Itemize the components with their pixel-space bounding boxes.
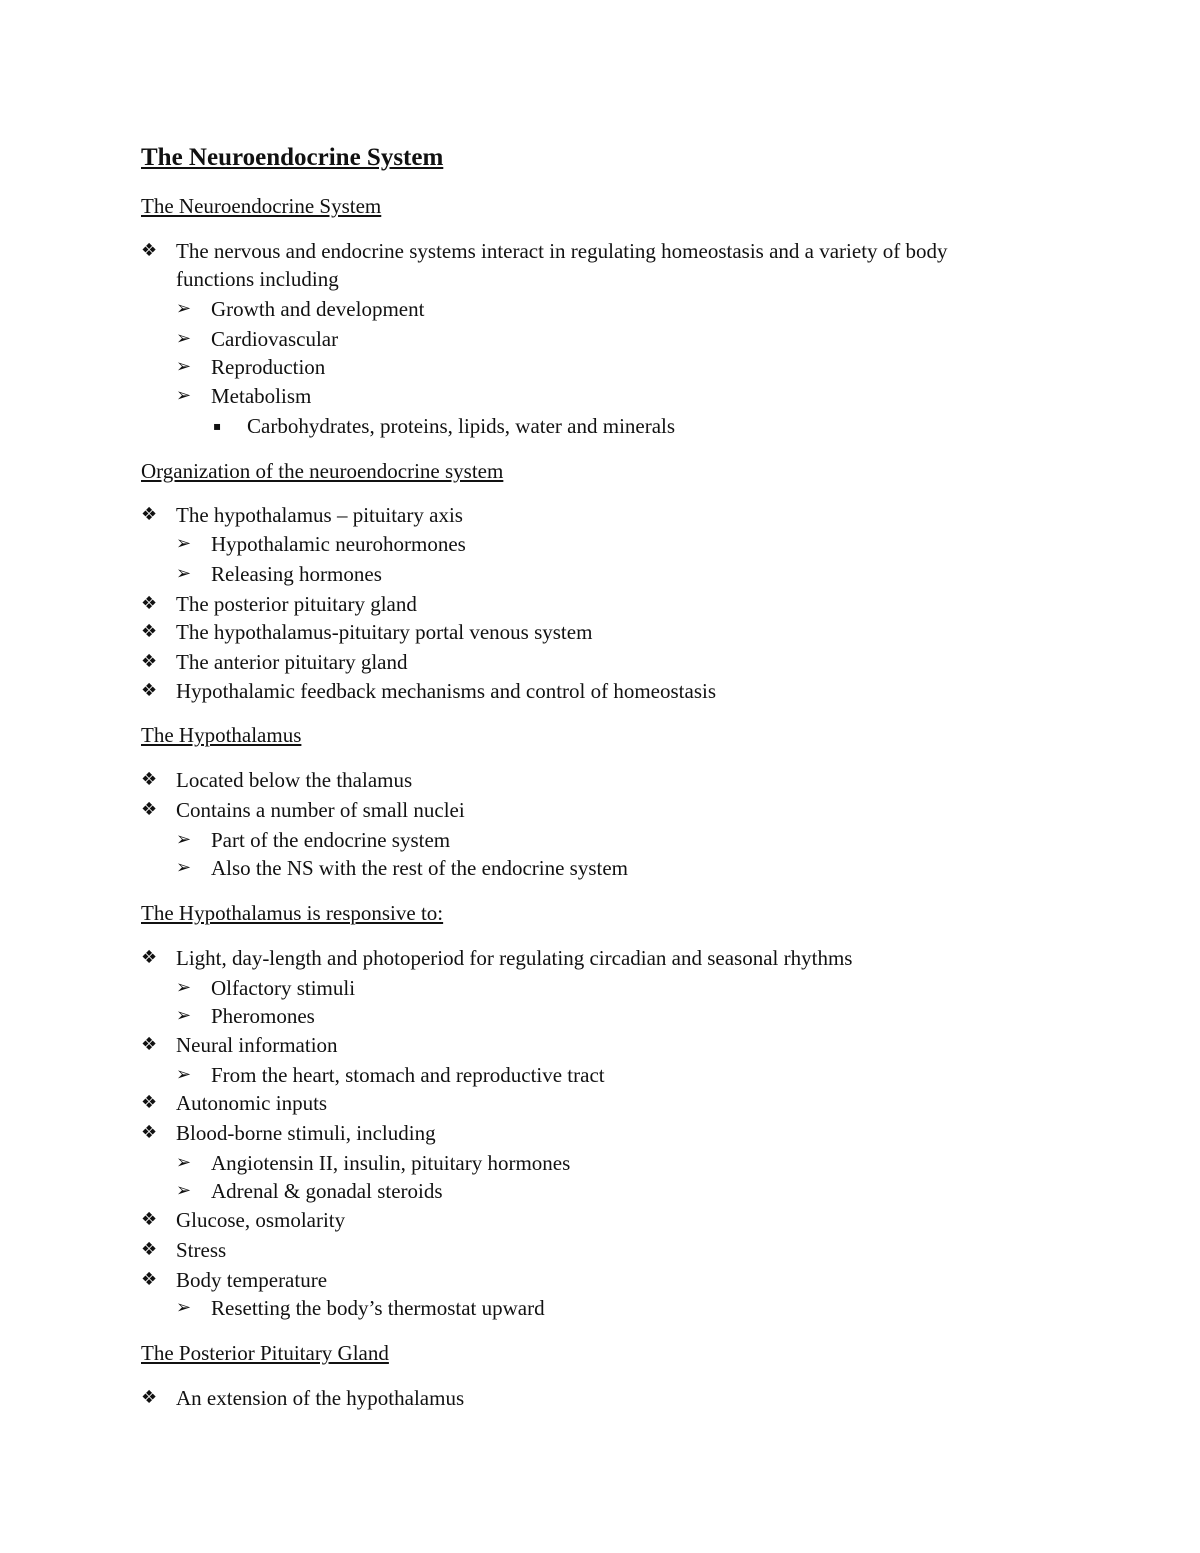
arrow-bullet-icon: ➢ xyxy=(176,1152,192,1173)
list-item-text: The hypothalamus – pituitary axis xyxy=(176,503,463,527)
list-item xyxy=(141,677,717,705)
arrow-bullet-icon: ➢ xyxy=(176,298,192,319)
list-item xyxy=(141,1384,465,1412)
diamond-bullet-icon: ❖ xyxy=(141,799,158,820)
diamond-bullet-icon: ❖ xyxy=(141,680,158,701)
arrow-bullet-icon: ➢ xyxy=(176,385,192,406)
diamond-bullet-icon: ❖ xyxy=(141,1092,158,1113)
document-title: The Neuroendocrine System xyxy=(141,144,444,171)
section-heading: Organization of the neuroendocrine system xyxy=(141,459,504,483)
list-item xyxy=(141,648,408,676)
list-item xyxy=(176,1294,545,1322)
diamond-bullet-icon: ❖ xyxy=(141,593,158,614)
square-bullet-icon: ▪ xyxy=(213,419,222,433)
section-heading: The Hypothalamus xyxy=(141,723,302,747)
list-item xyxy=(141,1236,227,1264)
arrow-bullet-icon: ➢ xyxy=(176,1180,192,1201)
diamond-bullet-icon: ❖ xyxy=(141,651,158,672)
section-heading: The Hypothalamus is responsive to: xyxy=(141,901,444,925)
diamond-bullet-icon: ❖ xyxy=(141,1269,158,1290)
list-item-text: Hypothalamic neurohormones xyxy=(211,532,466,556)
list-item xyxy=(141,766,413,794)
list-item xyxy=(141,501,463,529)
list-item xyxy=(141,944,853,972)
list-item xyxy=(141,618,593,646)
arrow-bullet-icon: ➢ xyxy=(176,1297,192,1318)
list-item xyxy=(176,1061,605,1089)
list-item-text: The hypothalamus-pituitary portal venous system xyxy=(176,620,593,644)
list-item-text: Cardiovascular xyxy=(211,327,339,351)
arrow-bullet-icon: ➢ xyxy=(176,533,192,554)
list-item-text: Part of the endocrine system xyxy=(211,828,451,852)
list-item xyxy=(176,382,312,410)
list-item xyxy=(176,530,466,558)
diamond-bullet-icon: ❖ xyxy=(141,1239,158,1260)
list-item-text: Stress xyxy=(176,1238,227,1262)
list-item xyxy=(141,1206,346,1234)
arrow-bullet-icon: ➢ xyxy=(176,328,192,349)
list-item-text: Releasing hormones xyxy=(211,562,382,586)
list-item-text: Adrenal & gonadal steroids xyxy=(211,1179,443,1203)
list-item-text: The anterior pituitary gland xyxy=(176,650,408,674)
section-heading: The Neuroendocrine System xyxy=(141,194,382,218)
list-item-text: Pheromones xyxy=(211,1004,315,1028)
list-item-text: The nervous and endocrine systems interact in regulating homeostasis and a variety of body xyxy=(176,239,948,263)
list-item xyxy=(141,590,417,618)
list-item xyxy=(141,1266,328,1294)
section-heading: The Posterior Pituitary Gland xyxy=(141,1341,389,1365)
list-item-text: Metabolism xyxy=(211,384,312,408)
list-item xyxy=(176,325,339,353)
list-item-text: Carbohydrates, proteins, lipids, water and minerals xyxy=(247,414,676,438)
list-item xyxy=(176,353,326,381)
list-item-text: Hypothalamic feedback mechanisms and control of homeostasis xyxy=(176,679,717,703)
list-item xyxy=(176,826,451,854)
list-item-text: Contains a number of small nuclei xyxy=(176,798,465,822)
list-item-text: Reproduction xyxy=(211,355,326,379)
diamond-bullet-icon: ❖ xyxy=(141,1387,158,1408)
diamond-bullet-icon: ❖ xyxy=(141,769,158,790)
arrow-bullet-icon: ➢ xyxy=(176,857,192,878)
list-item-text: The posterior pituitary gland xyxy=(176,592,417,616)
list-item-text: functions including xyxy=(176,267,339,291)
list-item-text: Located below the thalamus xyxy=(176,768,413,792)
diamond-bullet-icon: ❖ xyxy=(141,504,158,525)
list-item-text: Neural information xyxy=(176,1033,338,1057)
diamond-bullet-icon: ❖ xyxy=(141,240,158,261)
list-item xyxy=(141,1119,436,1147)
list-item-text: Light, day-length and photoperiod for regulating circadian and seasonal rhythms xyxy=(176,946,853,970)
arrow-bullet-icon: ➢ xyxy=(176,1064,192,1085)
arrow-bullet-icon: ➢ xyxy=(176,1005,192,1026)
list-item xyxy=(141,237,948,265)
list-item xyxy=(176,974,356,1002)
list-item-text: Resetting the body’s thermostat upward xyxy=(211,1296,545,1320)
arrow-bullet-icon: ➢ xyxy=(176,563,192,584)
list-item-text: Autonomic inputs xyxy=(176,1091,328,1115)
list-item-text: Glucose, osmolarity xyxy=(176,1208,346,1232)
arrow-bullet-icon: ➢ xyxy=(176,977,192,998)
list-item xyxy=(213,412,676,440)
arrow-bullet-icon: ➢ xyxy=(176,829,192,850)
diamond-bullet-icon: ❖ xyxy=(141,1122,158,1143)
list-item xyxy=(176,560,382,588)
list-item-continuation xyxy=(176,265,339,293)
list-item xyxy=(141,796,465,824)
diamond-bullet-icon: ❖ xyxy=(141,1034,158,1055)
diamond-bullet-icon: ❖ xyxy=(141,621,158,642)
list-item xyxy=(176,1149,571,1177)
diamond-bullet-icon: ❖ xyxy=(141,1209,158,1230)
list-item-text: An extension of the hypothalamus xyxy=(176,1386,465,1410)
arrow-bullet-icon: ➢ xyxy=(176,356,192,377)
list-item-text: Angiotensin II, insulin, pituitary hormones xyxy=(211,1151,571,1175)
list-item-text: Olfactory stimuli xyxy=(211,976,356,1000)
list-item xyxy=(176,1177,443,1205)
list-item xyxy=(176,295,425,323)
list-item xyxy=(176,1002,315,1030)
list-item xyxy=(141,1031,338,1059)
list-item xyxy=(141,1089,328,1117)
list-item-text: Body temperature xyxy=(176,1268,328,1292)
list-item-text: Blood-borne stimuli, including xyxy=(176,1121,436,1145)
list-item-text: Also the NS with the rest of the endocrine system xyxy=(211,856,629,880)
list-item-text: From the heart, stomach and reproductive tract xyxy=(211,1063,605,1087)
list-item xyxy=(176,854,629,882)
list-item-text: Growth and development xyxy=(211,297,425,321)
diamond-bullet-icon: ❖ xyxy=(141,947,158,968)
